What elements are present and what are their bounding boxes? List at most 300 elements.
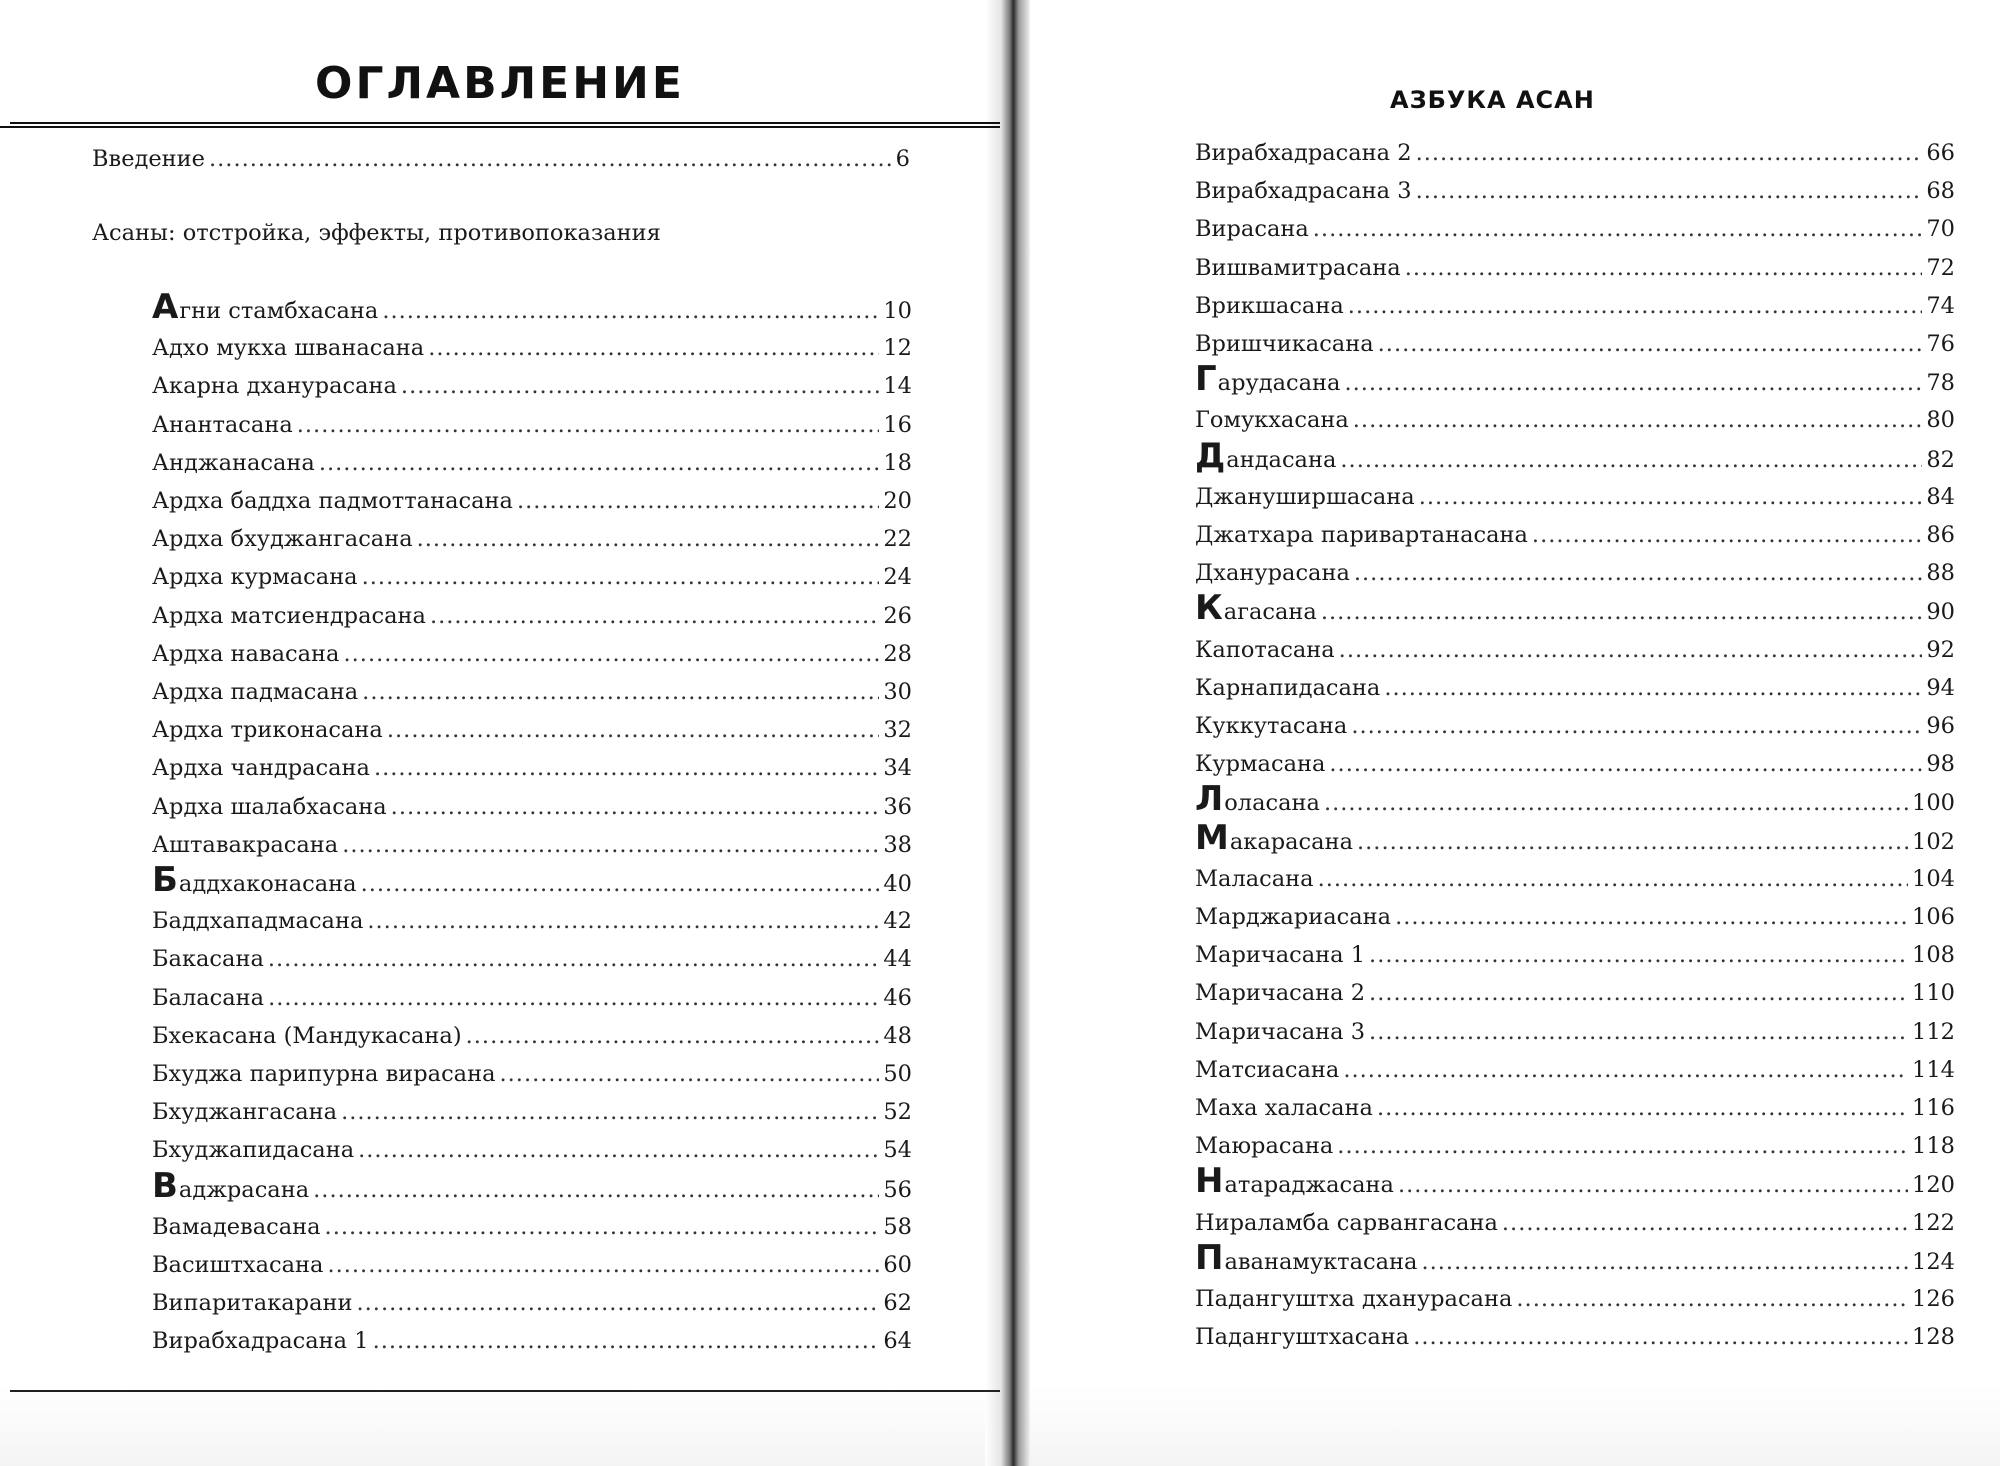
toc-entry[interactable] [152,1135,912,1165]
toc-entry-text: Марджариасана [1195,904,1392,930]
toc-entry[interactable] [1195,1093,1955,1123]
toc-entry[interactable] [1195,1161,1955,1202]
toc-entry-label [1195,329,1374,359]
toc-page-number: 44 [883,946,912,973]
toc-entry[interactable] [1195,1131,1955,1161]
toc-entry[interactable] [1195,817,1955,858]
toc-entry[interactable] [1195,779,1955,820]
toc-page-number: 66 [1926,140,1955,166]
dot-leader [500,1059,880,1089]
toc-entry-label [152,1021,462,1051]
toc-entry-label [1195,520,1528,550]
toc-page-number: 86 [1926,522,1955,548]
dot-leader [417,524,880,554]
toc-entry[interactable] [152,448,912,478]
toc-page-number: 128 [1912,1324,1955,1351]
toc-entry-label [152,944,264,974]
toc-entry-text: андасана [1226,446,1337,473]
toc-page-number: 38 [883,831,912,858]
dot-leader [374,753,879,783]
toc-entry-label [1195,176,1412,206]
toc-entry[interactable] [1195,711,1955,741]
running-head: АЗБУКА АСАН [1390,86,1595,114]
toc-entry-label [152,524,413,554]
dot-leader [430,601,879,631]
toc-entry-label [1195,1055,1339,1085]
toc-entry-text: Бхуджангасана [152,1099,338,1126]
toc-entry-label [1195,711,1347,741]
toc-entry[interactable] [152,410,912,440]
toc-entry[interactable] [152,830,912,860]
dot-leader [1413,1322,1908,1352]
toc-entry-label [152,753,370,783]
toc-entry[interactable] [152,333,912,363]
toc-entry-text: Бхуджапидасана [152,1137,355,1164]
toc-entry-text: аджрасана [178,1176,310,1203]
toc-page-number: 48 [883,1022,912,1049]
toc-entry-label [1195,635,1335,665]
section-label: Асаны: отстройка, эффекты, противопоказания [92,220,661,246]
toc-entry[interactable] [1195,253,1955,283]
toc-entry[interactable] [152,371,912,401]
toc-page-number: 112 [1912,1018,1955,1045]
toc-entry-text: акарасана [1229,828,1353,855]
toc-entry-text: аванамуктасана [1224,1248,1418,1275]
toc-entry-text: Ардха матсиендрасана [152,602,426,629]
dot-leader [1502,1208,1908,1238]
toc-page-number: 16 [883,411,912,438]
toc-entry-label [1195,817,1353,858]
toc-entry[interactable] [152,753,912,783]
dot-leader [1369,978,1908,1008]
toc-entry-text: Вишвамитрасана [1195,254,1401,281]
dot-leader [1351,711,1922,741]
toc-page-number: 72 [1926,254,1955,281]
toc-entry-text: Вирасана [1195,216,1309,243]
page-title: ОГЛАВЛЕНИЕ [315,58,685,109]
toc-entry-label [1195,864,1314,894]
toc-entry-label [1195,1284,1512,1314]
toc-entry-label [1195,940,1365,970]
toc-entry-label [1195,1161,1394,1202]
dot-leader [343,639,879,669]
toc-page-number: 120 [1912,1172,1955,1199]
footer-rule-right [10,1390,1000,1392]
toc-page-number: 82 [1926,446,1955,473]
toc-page-number: 18 [883,449,912,476]
dot-leader [466,1021,880,1051]
toc-entry-label [152,1165,310,1206]
toc-entry-text: Маричасана 1 [1195,942,1366,969]
toc-entry-label [1195,253,1401,283]
toc-entry-text: оласана [1224,790,1320,817]
toc-page-number: 116 [1912,1095,1955,1121]
toc-entry-text: Ардха падмасана [152,679,359,705]
toc-page-number: 122 [1912,1209,1955,1236]
toc-entry-text: Випаритакарани [152,1290,353,1317]
header-rule-left [0,126,1000,128]
toc-entry-label [152,601,426,631]
toc-page-number: 54 [883,1137,912,1164]
dot-leader [367,906,879,936]
toc-entry[interactable] [1195,176,1955,206]
toc-page-number: 76 [1926,331,1955,357]
toc-entry[interactable] [152,1059,912,1089]
dot-leader [1421,1247,1908,1277]
drop-capital: М [1195,817,1229,858]
toc-entry-label [1195,138,1412,168]
dot-leader [428,333,879,363]
toc-entry-label [1195,1208,1498,1238]
toc-page-number: 34 [883,755,912,782]
toc-entry[interactable] [152,1165,912,1206]
toc-entry-text: Вришчикасана [1195,331,1374,357]
toc-page-number: 24 [883,564,912,591]
dot-leader [1416,138,1923,168]
toc-entry[interactable] [152,983,912,1013]
dot-leader [391,792,880,822]
toc-entry-intro[interactable] [92,144,910,174]
dot-leader [1337,1131,1908,1161]
toc-entry-text: Нираламба сарвангасана [1195,1209,1498,1236]
toc-entry-text: Акарна дханурасана [152,373,397,400]
toc-page-number: 80 [1926,407,1955,434]
toc-entry[interactable] [152,562,912,592]
toc-entry[interactable] [152,1326,912,1356]
toc-entry-label [152,1326,369,1356]
dot-leader [209,144,892,174]
toc-entry-text: Вирабхадрасана 2 [1195,140,1412,166]
dot-leader [341,1097,879,1127]
toc-entry-label [1195,1131,1333,1161]
book-spine [985,0,1030,1466]
toc-entry-label [1195,978,1365,1008]
drop-capital: Б [152,860,178,900]
dot-leader [517,486,879,516]
dot-leader [313,1175,879,1205]
toc-page-number: 40 [883,871,912,897]
dot-leader [1313,214,1923,244]
toc-entry[interactable] [1195,138,1955,168]
toc-entry-label [152,410,293,440]
toc-entry-text: Маюрасана [1195,1133,1334,1160]
dot-leader [362,677,879,707]
toc-page-number: 110 [1912,980,1955,1007]
toc-entry-label [152,906,363,936]
toc-entry-text: Бхуджа парипурна вирасана [152,1061,496,1087]
drop-capital: Д [1195,435,1226,476]
toc-entry-text: Падангуштхасана [1195,1324,1410,1351]
dot-leader [1324,788,1908,818]
dot-leader [1369,940,1908,970]
dot-leader [1369,1017,1908,1047]
toc-entry[interactable] [152,486,912,516]
toc-entry-text: Падангуштха дханурасана [1195,1286,1513,1312]
toc-entry[interactable] [1195,520,1955,550]
toc-entry[interactable] [1195,405,1955,435]
toc-entry-label [152,287,379,327]
toc-entry-text: Адхо мукха шванасана [152,335,425,362]
toc-entry-text: Джануширшасана [1195,483,1415,510]
toc-entry[interactable] [1195,1284,1955,1314]
toc-page-number: 28 [883,640,912,667]
toc-page-number: 22 [883,526,912,553]
dot-leader [1339,635,1923,665]
toc-entry-text: Ардха баддха падмоттанасана [152,488,513,514]
toc-page-number: 20 [883,488,912,514]
toc-entry-text: Маричасана 2 [1195,980,1366,1007]
dot-leader [1416,176,1923,206]
toc-entry[interactable] [1195,1055,1955,1085]
toc-page-number: 60 [883,1252,912,1278]
toc-entry[interactable] [1195,291,1955,321]
toc-entry-text: Ардха курмасана [152,564,358,591]
dot-leader [297,410,880,440]
toc-entry-label [1195,749,1325,779]
toc-entry[interactable] [1195,1017,1955,1047]
dot-leader [1353,405,1923,435]
toc-entry[interactable] [152,1097,912,1127]
toc-entry-label [1195,1237,1418,1278]
drop-capital: Н [1195,1161,1224,1202]
toc-entry-label [152,792,387,822]
toc-entry[interactable] [152,287,912,327]
toc-page-number: 46 [883,984,912,1011]
toc-entry-label [152,1135,354,1165]
toc-entry-text: Ардха бхуджангасана [152,526,413,553]
toc-entry[interactable] [152,524,912,554]
toc-page-number: 100 [1912,790,1955,817]
toc-entry-label [1195,405,1349,435]
toc-entry[interactable] [1195,482,1955,512]
dot-leader [1344,368,1922,398]
toc-entry[interactable] [1195,359,1955,400]
drop-capital: В [152,1165,178,1206]
dot-leader [361,869,880,899]
toc-entry[interactable] [152,677,912,707]
toc-page-number: 90 [1926,599,1955,626]
toc-entry[interactable] [1195,1322,1955,1352]
toc-entry[interactable] [1195,1237,1955,1278]
dot-leader [268,944,880,974]
toc-entry[interactable] [1195,558,1955,588]
toc-entry-label [152,333,424,363]
dot-leader [268,983,879,1013]
toc-entry[interactable] [1195,864,1955,894]
toc-entry-label [152,677,358,707]
toc-page-number: 42 [883,908,912,935]
toc-entry-text: Матсиасана [1195,1056,1340,1083]
toc-entry-label [152,860,357,900]
toc-entry-label [1195,1322,1409,1352]
dot-leader [387,715,880,745]
toc-entry-text: Васиштхасана [152,1252,324,1278]
dot-leader [1398,1170,1908,1200]
toc-page-number: 104 [1912,865,1955,892]
toc-page-number: 74 [1926,292,1955,319]
toc-entry-label [1195,558,1350,588]
toc-entry[interactable] [152,1250,912,1280]
toc-entry-label: Введение [92,146,205,172]
toc-entry-label [152,371,397,401]
toc-entry-text: Ардха триконасана [152,717,383,744]
toc-page-number: 126 [1912,1286,1955,1312]
toc-entry-text: атараджасана [1224,1172,1394,1199]
toc-entry-text: Вирабхадрасана 3 [1195,178,1412,205]
toc-page-number: 84 [1926,483,1955,510]
toc-entry-label [1195,359,1341,400]
toc-entry-text: Вирабхадрасана 1 [152,1328,369,1355]
toc-page-number: 118 [1912,1133,1955,1160]
dot-leader [382,296,879,326]
drop-capital: К [1195,588,1223,629]
toc-entry[interactable] [1195,329,1955,359]
toc-page-number: 52 [883,1099,912,1126]
dot-leader [1329,749,1922,779]
toc-page-number: 108 [1912,942,1955,969]
toc-entry-text: Маласана [1195,865,1314,892]
toc-entry[interactable] [1195,978,1955,1008]
dot-leader [1395,902,1908,932]
dot-leader [1321,597,1923,627]
toc-entry-text: Вамадевасана [152,1213,321,1240]
dot-leader [319,448,880,478]
toc-entry[interactable] [152,1212,912,1242]
toc-entry-text: Бхекасана (Мандукасана) [152,1022,462,1049]
toc-page-number: 124 [1912,1248,1955,1275]
toc-entry[interactable] [152,1021,912,1051]
toc-entry-text: Карнапидасана [1195,674,1381,701]
dot-leader [1384,673,1922,703]
dot-leader [342,830,879,860]
toc-page-number: 58 [883,1213,912,1240]
dot-leader [1419,482,1923,512]
toc-entry-label [1195,214,1309,244]
toc-entry[interactable] [1195,940,1955,970]
toc-entry[interactable] [1195,635,1955,665]
toc-entry[interactable] [1195,673,1955,703]
toc-entry[interactable] [152,1288,912,1318]
toc-entry-label [152,1288,353,1318]
toc-entry-text: Ардха навасана [152,640,340,667]
toc-page-number: 106 [1912,904,1955,930]
toc-entry-label [152,830,338,860]
toc-page-number: 68 [1926,178,1955,205]
drop-capital: А [152,287,179,327]
toc-entry[interactable] [152,792,912,822]
toc-entry-label [152,1059,496,1089]
toc-entry-label [152,983,264,1013]
toc-page-number: 32 [883,717,912,744]
toc-entry-text: Анантасана [152,411,293,438]
toc-page-number: 62 [883,1290,912,1317]
toc-entry-label [1195,482,1415,512]
toc-page-number: 78 [1926,370,1955,397]
dot-leader [1318,864,1908,894]
toc-page-number: 70 [1926,216,1955,243]
dot-leader [1340,445,1922,475]
drop-capital: Л [1195,779,1224,820]
toc-page-number: 114 [1912,1056,1955,1083]
toc-entry[interactable] [152,944,912,974]
toc-entry-text: аддхаконасана [178,871,357,897]
toc-entry-text: гни стамбхасана [179,298,379,324]
drop-capital: П [1195,1237,1224,1278]
toc-entry[interactable] [1195,588,1955,629]
drop-capital: Г [1195,359,1217,400]
dot-leader [1354,558,1922,588]
toc-entry[interactable] [1195,749,1955,779]
toc-entry-label [152,486,513,516]
toc-page-number: 92 [1926,636,1955,663]
toc-entry-text: Курмасана [1195,751,1326,778]
toc-entry-text: Бакасана [152,946,264,973]
toc-entry-text: Анджанасана [152,449,315,476]
dot-leader [1405,253,1923,283]
dot-leader [327,1250,879,1280]
dot-leader [1532,520,1922,550]
toc-entry-label [152,1097,337,1127]
toc-entry-label [1195,902,1391,932]
toc-entry-label [1195,1093,1373,1123]
toc-entry-text: Дханурасана [1195,560,1350,587]
toc-entry-text: арудасана [1217,370,1341,397]
toc-page-number: 10 [883,298,912,324]
toc-entry[interactable] [152,601,912,631]
toc-entry-label [1195,779,1320,820]
toc-entry-text: Куккутасана [1195,713,1348,739]
dot-leader [362,562,880,592]
toc-entry-label [152,639,339,669]
toc-entry[interactable] [1195,1208,1955,1238]
toc-entry-label [1195,291,1344,321]
toc-entry[interactable] [152,906,912,936]
toc-page-number: 6 [895,146,910,172]
toc-entry-text: Аштавакрасана [152,831,339,858]
toc-entry[interactable] [152,639,912,669]
header-rule-right [10,122,1000,124]
dot-leader [1378,329,1923,359]
toc-entry[interactable] [1195,435,1955,476]
dot-leader [1377,1093,1908,1123]
toc-page-number: 88 [1926,560,1955,587]
dot-leader [358,1135,879,1165]
toc-page-number: 98 [1926,751,1955,778]
toc-entry-label [152,448,315,478]
toc-entry-text: Маричасана 3 [1195,1018,1366,1045]
toc-entry-text: агасана [1223,599,1317,626]
toc-page-number: 36 [883,793,912,820]
toc-entry-text: Джатхара паривартанасана [1195,522,1528,548]
toc-entry-text: Врикшасана [1195,292,1344,319]
toc-page-number: 96 [1926,713,1955,739]
dot-leader [357,1288,880,1318]
toc-page-number: 14 [883,373,912,400]
toc-entry[interactable] [1195,902,1955,932]
dot-leader [325,1212,880,1242]
dot-leader [1343,1055,1908,1085]
toc-entry-text: Капотасана [1195,636,1335,663]
toc-entry[interactable] [152,715,912,745]
toc-entry[interactable] [1195,214,1955,244]
dot-leader [401,371,879,401]
toc-entry-label [152,715,383,745]
toc-page-number: 12 [883,335,912,362]
toc-page-number: 26 [883,602,912,629]
dot-leader [1516,1284,1908,1314]
toc-entry[interactable] [152,860,912,900]
toc-entry-label [1195,588,1317,629]
